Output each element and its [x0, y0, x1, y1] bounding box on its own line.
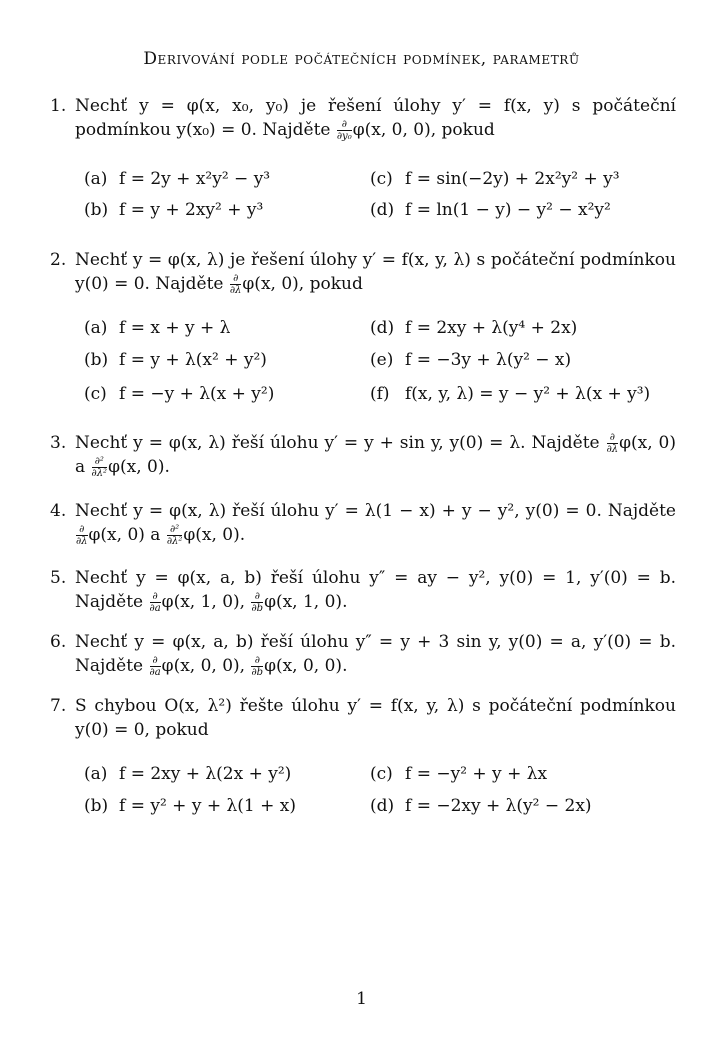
option-expression: f = 2y + x²y² − y³ [119, 169, 271, 189]
problem-text: φ(x, 0) a [88, 525, 161, 545]
option-expression: f = −2xy + λ(y² − 2x) [405, 796, 592, 816]
derivative-operator: $\frac{\partial}{\partial\lambda}$ [76, 524, 88, 547]
option-expression: f = −3y + λ(y² − x) [405, 350, 572, 370]
problem-number: 7. [50, 696, 67, 716]
problem-3 [50, 431, 676, 479]
option-expression: f = 2xy + λ(2x + y²) [119, 764, 292, 784]
problem-text: φ(x, 0), pokud [242, 274, 363, 294]
problem-text: φ(x, 1, 0). [264, 592, 348, 612]
problem-text: Nechť y = φ(x, λ) řeší úlohu y′ = y + sin y, y(0) = λ. Najděte [75, 433, 600, 453]
option-7a: (a) f = 2xy + λ(2x + y²) [84, 764, 292, 784]
problem-text: φ(x, 0, 0). [264, 656, 348, 676]
problem-7 [50, 694, 676, 742]
derivative-operator: $\frac{\partial}{\partial a}$ [149, 591, 161, 614]
derivative-operator: $\frac{\partial}{\partial b}$ [251, 591, 264, 614]
problem-text: φ(x, 0, 0), [161, 656, 246, 676]
option-1b: (b) f = y + 2xy² + y³ [84, 200, 264, 220]
problem-text: φ(x, 0). [183, 525, 246, 545]
problem-text: S chybou O(x, λ²) řešte úlohu y′ = f(x, y, λ) s počáteční podmínkou y(0) = 0, pokud [75, 696, 676, 740]
option-2b: (b) f = y + λ(x² + y²) [84, 350, 267, 370]
option-expression: f = −y² + y + λx [405, 764, 548, 784]
page-title: Derivování podle počátečních podmínek, parametrů [143, 49, 580, 69]
problem-number: 1. [50, 96, 67, 116]
option-expression: f = sin(−2y) + 2x²y² + y³ [405, 169, 620, 189]
option-expression: f = ln(1 − y) − y² − x²y² [405, 200, 611, 220]
option-7b: (b) f = y² + y + λ(1 + x) [84, 796, 296, 816]
second-derivative-operator: $\frac{\text{∂²}}{\text{∂λ²}}$ [91, 456, 108, 479]
problem-6 [50, 630, 676, 678]
option-1c: (c) f = sin(−2y) + 2x²y² + y³ [370, 169, 620, 189]
problem-text: φ(x, 0) a [75, 433, 676, 477]
problem-4 [50, 499, 676, 547]
option-expression: f(x, y, λ) = y − y² + λ(x + y³) [405, 384, 651, 404]
second-derivative-operator: $\frac{\text{∂²}}{\text{∂λ²}}$ [166, 524, 183, 547]
option-expression: f = −y + λ(x + y²) [119, 384, 275, 404]
option-2f: (f) f(x, y, λ) = y − y² + λ(x + y³) [370, 384, 651, 404]
problem-2 [50, 248, 676, 296]
option-2e: (e) f = −3y + λ(y² − x) [370, 350, 572, 370]
problem-1 [50, 94, 676, 142]
option-expression: f = y² + y + λ(1 + x) [119, 796, 296, 816]
problem-text: φ(x, 0). [108, 457, 170, 477]
option-expression: f = x + y + λ [119, 318, 231, 338]
problem-number: 5. [50, 568, 67, 588]
problem-number: 3. [50, 433, 67, 453]
option-2d: (d) f = 2xy + λ(y⁴ + 2x) [370, 318, 578, 338]
option-1d: (d) f = ln(1 − y) − y² − x²y² [370, 200, 611, 220]
problem-text: Nechť y = φ(x, x₀, y₀) je řešení úlohy y′ = f(x, y) s počáteční podmínkou y(x₀) = 0. Najděte [75, 96, 676, 140]
option-7c: (c) f = −y² + y + λx [370, 764, 548, 784]
problem-text: Nechť y = φ(x, a, b) řeší úlohu y″ = y + 3 sin y, y(0) = a, y′(0) = b. Najděte [75, 632, 676, 676]
option-expression: f = y + λ(x² + y²) [119, 350, 267, 370]
problem-text: φ(x, 0, 0), pokud [352, 120, 495, 140]
page-number: 1 [356, 989, 367, 1009]
problem-5 [50, 566, 676, 614]
derivative-operator: $\frac{\partial}{\partial b}$ [251, 655, 264, 678]
derivative-operator: $\frac{\partial}{\text{∂y₀}}$ [336, 119, 352, 142]
option-expression: f = 2xy + λ(y⁴ + 2x) [405, 318, 578, 338]
problem-text: φ(x, 1, 0), [161, 592, 246, 612]
derivative-operator: $\frac{\partial}{\partial a}$ [149, 655, 161, 678]
derivative-operator: $\frac{\partial}{\partial\lambda}$ [229, 273, 242, 296]
option-2a: (a) f = x + y + λ [84, 318, 231, 338]
problem-text: Nechť y = φ(x, λ) je řešení úlohy y′ = f(x, y, λ) s počáteční podmínkou y(0) = 0. Najděte [75, 250, 676, 294]
problem-text: Nechť y = φ(x, λ) řeší úlohu y′ = λ(1 − x) + y − y², y(0) = 0. Najděte [75, 501, 676, 521]
derivative-operator: $\frac{\partial}{\partial\lambda}$ [606, 432, 619, 455]
option-2c: (c) f = −y + λ(x + y²) [84, 384, 275, 404]
problem-text: Nechť y = φ(x, a, b) řeší úlohu y″ = ay − y², y(0) = 1, y′(0) = b. Najděte [75, 568, 676, 612]
problem-number: 6. [50, 632, 67, 652]
problem-number: 2. [50, 250, 67, 270]
problem-number: 4. [50, 501, 67, 521]
option-7d: (d) f = −2xy + λ(y² − 2x) [370, 796, 592, 816]
option-1a: (a) f = 2y + x²y² − y³ [84, 169, 271, 189]
option-expression: f = y + 2xy² + y³ [119, 200, 264, 220]
